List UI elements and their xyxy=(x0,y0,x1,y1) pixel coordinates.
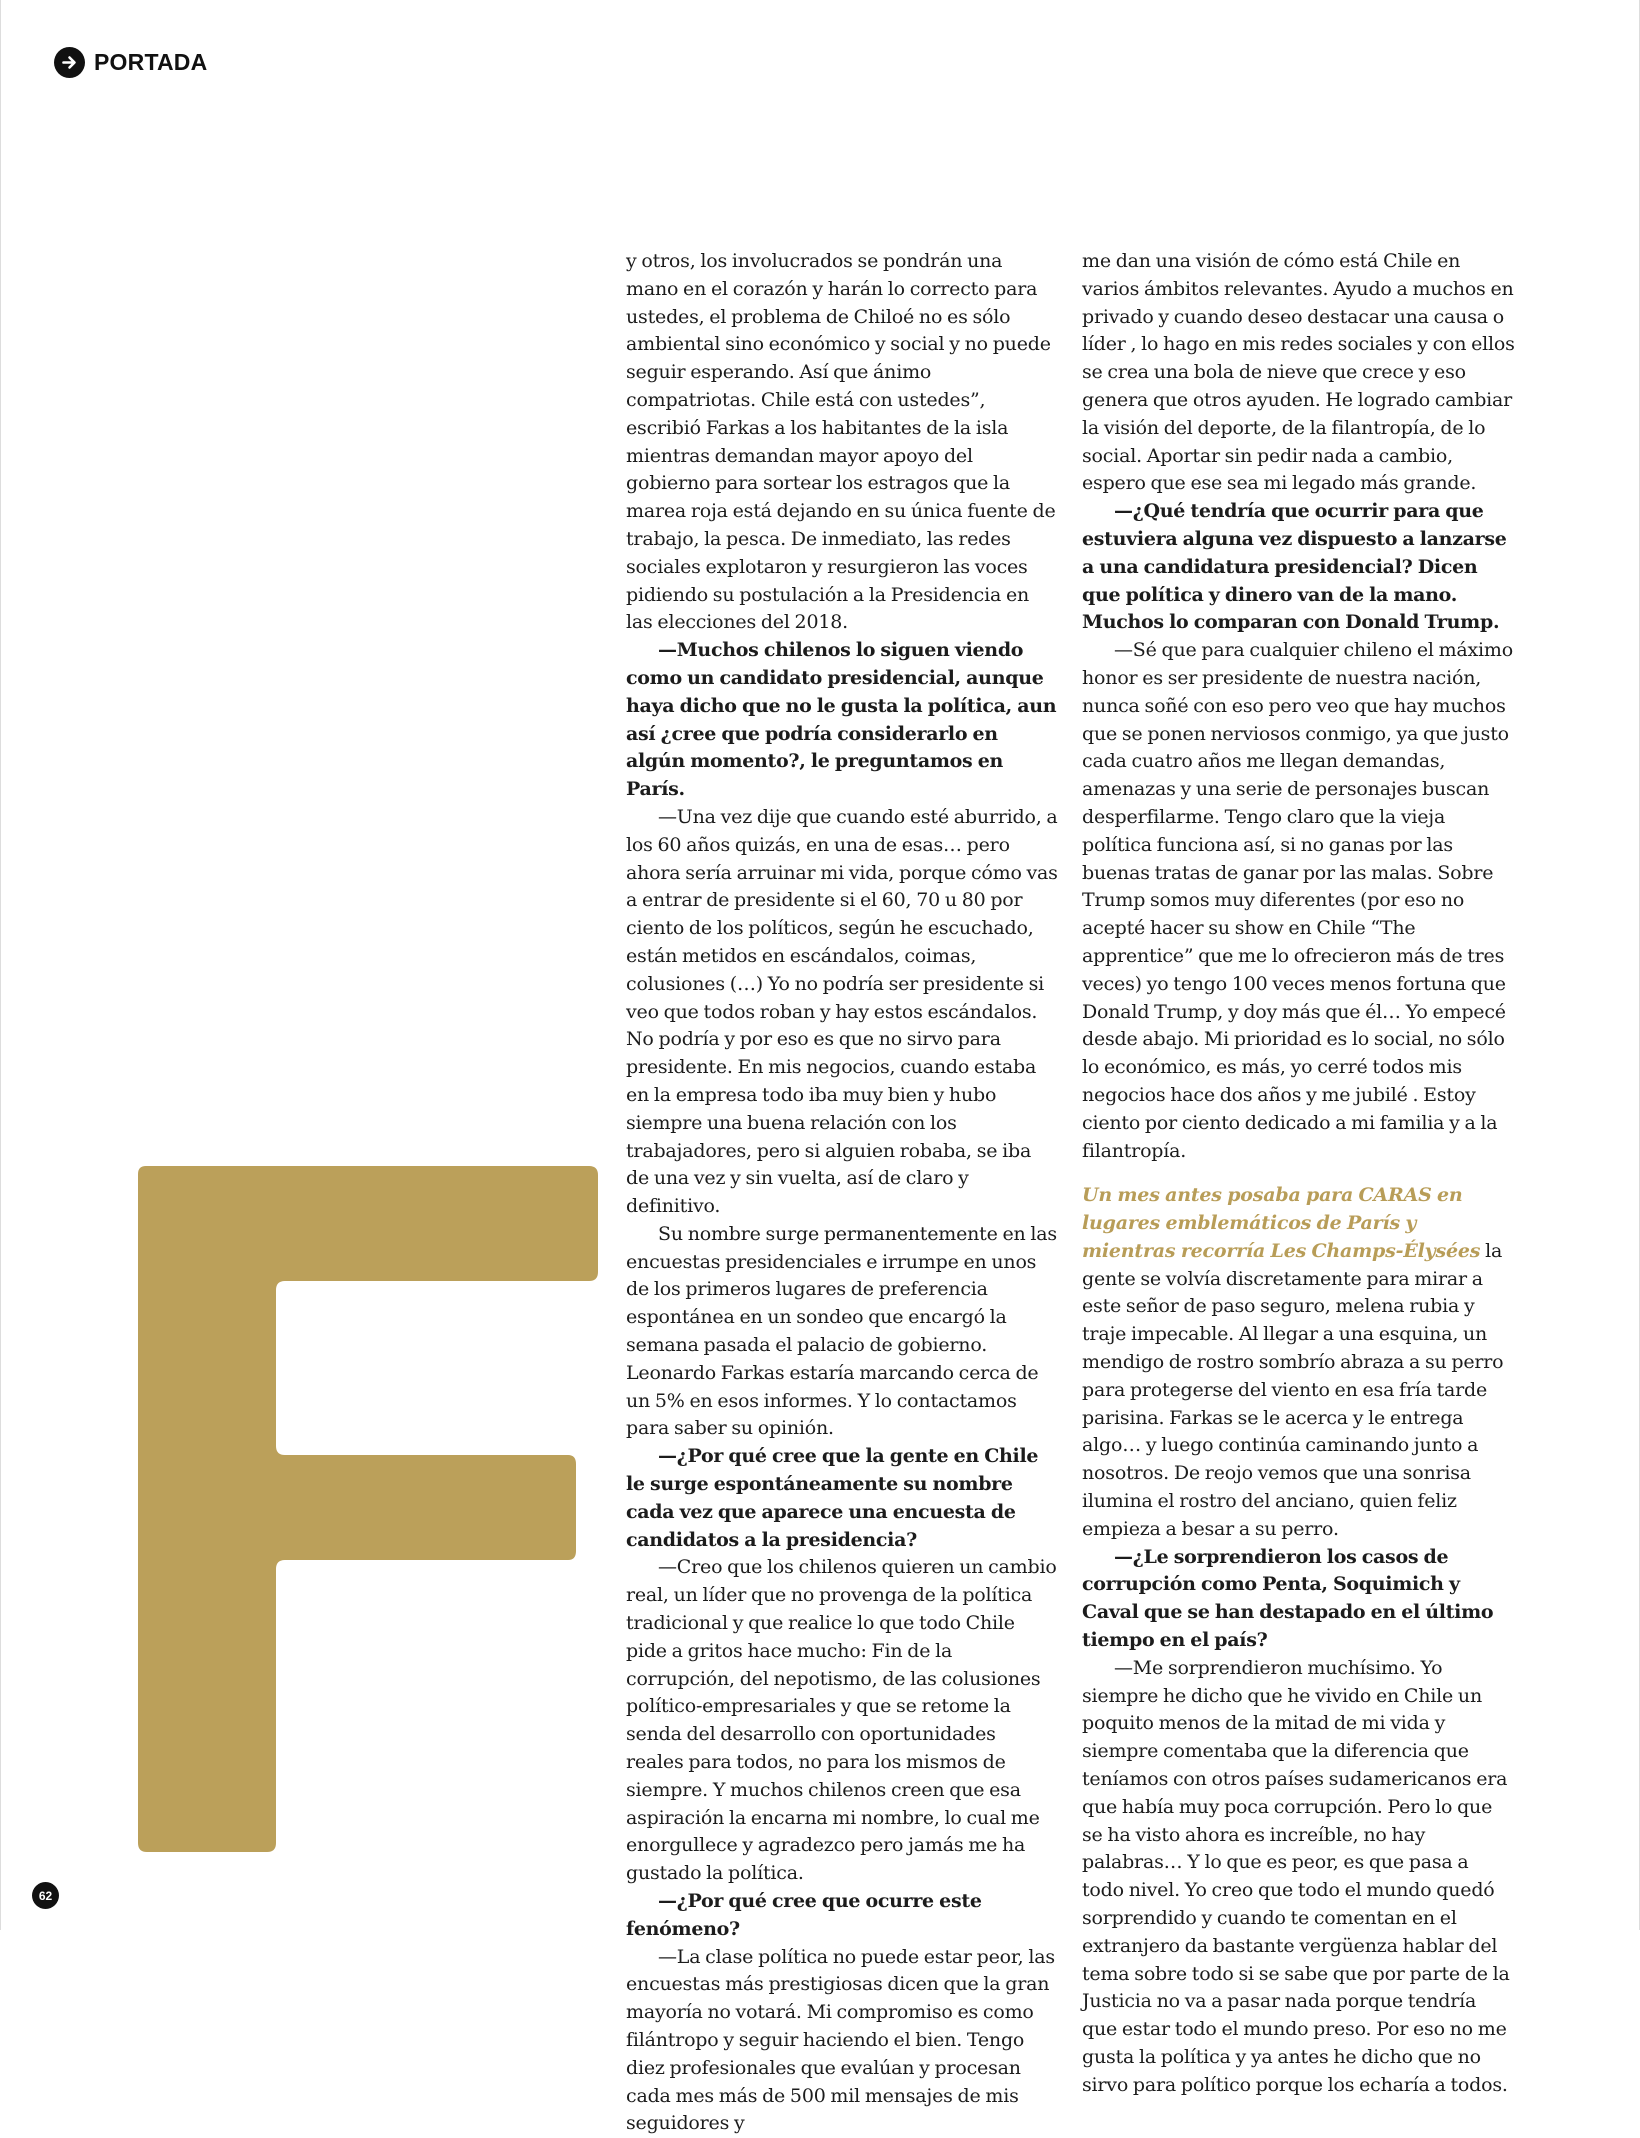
article-column-right xyxy=(1082,248,1515,2100)
interview-answer: —Creo que los chilenos quieren un cambio real, un líder que no provenga de la política tradicional y que realice lo que todo Chile pide a gritos hace mucho: Fin de la corrupción, del nepotismo, de las colusiones político-empresariales y que se retome la senda del desarrollo con oportunidades reales para todos, no para los mismos de siempre. Y muchos chilenos creen que esa aspiración la encarna mi nombre, lo cual me enorgullece y agradezco pero jamás me ha gustado la política. xyxy=(626,1556,1057,1885)
interview-answer: —Sé que para cualquier chileno el máximo honor es ser presidente de nuestra nación, nunca soñé con eso pero veo que hay muchos que se ponen nerviosos conmigo, ya que justo cada cuatro años me llegan demandas, amenazas y una serie de personajes buscan desperfilarme. Tengo claro que la vieja política funciona así, si no ganas por las buenas tratas de ganar por las malas. Sobre Trump somos muy diferentes (por eso no acepté hacer su show en Chile “The apprentice” que me lo ofrecieron más de tres veces) yo tengo 100 veces menos fortuna que Donald Trump, y doy más que él… Yo empecé desde abajo. Mi prioridad es lo social, no sólo lo económico, es más, yo cerré todos mis negocios hace dos años y me jubilé . Estoy ciento por ciento dedicado a mi familia y a la filantropía. xyxy=(1082,639,1513,1162)
article-paragraph: me dan una visión de cómo está Chile en varios ámbitos relevantes. Ayudo a muchos en privado y cuando deseo destacar una causa o líder , lo hago en mis redes sociales y con ellos se crea una bola de nieve que crece y eso genera que otros ayuden. He logrado cambiar la visión del deporte, de la filantropía, de lo social. Aportar sin pedir nada a cambio, espero que ese sea mi legado más grande. xyxy=(1082,250,1515,495)
article-paragraph: y otros, los involucrados se pondrán una mano en el corazón y harán lo correcto para ustedes, el problema de Chiloé no es sólo ambiental sino económico y social y no puede seguir esperando. Así que ánimo compatriotas. Chile está con ustedes”, escribió Farkas a los habitantes de la isla mientras demandan mayor apoyo del gobierno para sortear los estragos que la marea roja está dejando en su única fuente de trabajo, la pesca. De inmediato, las redes sociales explotaron y resurgieron las voces pidiendo su postulación a la Presidencia en las elecciones del 2018. xyxy=(626,250,1056,634)
lead-in-text: Un mes antes posaba para CARAS en lugares emblemáticos de París y mientras recorría Les Champs-Élysées xyxy=(1082,1184,1481,1262)
scene-paragraph xyxy=(1082,1182,1515,1543)
article-column-left xyxy=(626,248,1058,2138)
section-label: PORTADA xyxy=(94,49,208,75)
interview-answer: —Me sorprendieron muchísimo. Yo siempre he dicho que he vivido en Chile un poquito menos de la mitad de mi vida y siempre comentaba que la diferencia que teníamos con otros países sudamericanos era que había muy poca corrupción. Pero lo que se ha visto ahora es increíble, no hay palabras… Y lo que es peor, es que pasa a todo nivel. Yo creo que todo el mundo quedó sorprendido y cuando te comentan en el extranjero da bastante vergüenza hablar del tema sobre todo si se sabe que por parte de la Justicia no va a pasar nada porque tendría que estar todo el mundo preso. Por eso no me gusta la política y ya antes he dicho que no sirvo para político porque los echaría a todos. xyxy=(1082,1656,1510,2096)
page-number: 62 xyxy=(32,1882,59,1909)
drop-cap-letter xyxy=(138,1166,598,1852)
interview-question: —¿Por qué cree que ocurre este fenómeno? xyxy=(626,1890,982,1940)
page-edge-left xyxy=(0,0,1,1930)
interview-answer: —Una vez dije que cuando esté aburrido, a los 60 años quizás, en una de esas… pero ahora sería arruinar mi vida, porque cómo vas a entrar de presidente si el 60, 70 u 80 por ciento de los políticos, según he escuchado, están metidos en escándalos, coimas, colusiones (…) Yo no podría ser presidente si veo que todos roban y hay estos escándalos. No podría y por eso es que no sirvo para presidente. En mis negocios, cuando estaba en la empresa todo iba muy bien y hubo siempre una buena relación con los trabajadores, pero si alguien robaba, se iba de una vez y sin vuelta, así de claro y definitivo. xyxy=(626,805,1058,1218)
section-header xyxy=(54,47,207,78)
interview-question: —¿Por qué cree que la gente en Chile le surge espontáneamente su nombre cada vez que aparece una encuesta de candidatos a la presidencia? xyxy=(626,1445,1039,1551)
arrow-right-icon xyxy=(54,47,85,78)
interview-question: —Muchos chilenos lo siguen viendo como un candidato presidencial, aunque haya dicho que no le gusta la política, aun así ¿cree que podría considerarlo en algún momento?, le preguntamos en París. xyxy=(626,639,1057,801)
article-paragraph: Su nombre surge permanentemente en las encuestas presidenciales e irrumpe en unos de los primeros lugares de preferencia espontánea en un sondeo que encargó la semana pasada el palacio de gobierno. Leonardo Farkas estaría marcando cerca de un 5% en esos informes. Y lo contactamos para saber su opinión. xyxy=(626,1222,1057,1440)
interview-question: —¿Le sorprendieron los casos de corrupción como Penta, Soquimich y Caval que se han destapado en el último tiempo en el país? xyxy=(1082,1545,1494,1652)
interview-question: —¿Qué tendría que ocurrir para que estuviera alguna vez dispuesto a lanzarse a una candidatura presidencial? Dicen que política y dinero van de la mano. Muchos lo comparan con Donald Trump. xyxy=(1082,500,1507,634)
scene-text: la gente se volvía discretamente para mirar a este señor de paso seguro, melena rubia y traje impecable. Al llegar a una esquina, un mendigo de rostro sombrío abraza a su perro para protegerse del viento en esa fría tarde parisina. Farkas se le acerca y le entrega algo… y luego continúa caminando junto a nosotros. De reojo vemos que una sonrisa ilumina el rostro del anciano, quien feliz empieza a besar a su perro. xyxy=(1082,1239,1504,1540)
interview-answer: —La clase política no puede estar peor, las encuestas más prestigiosas dicen que la gran mayoría no votará. Mi compromiso es como filántropo y seguir haciendo el bien. Tengo diez profesionales que evalúan y procesan cada mes más de 500 mil mensajes de mis seguidores y xyxy=(626,1945,1055,2135)
